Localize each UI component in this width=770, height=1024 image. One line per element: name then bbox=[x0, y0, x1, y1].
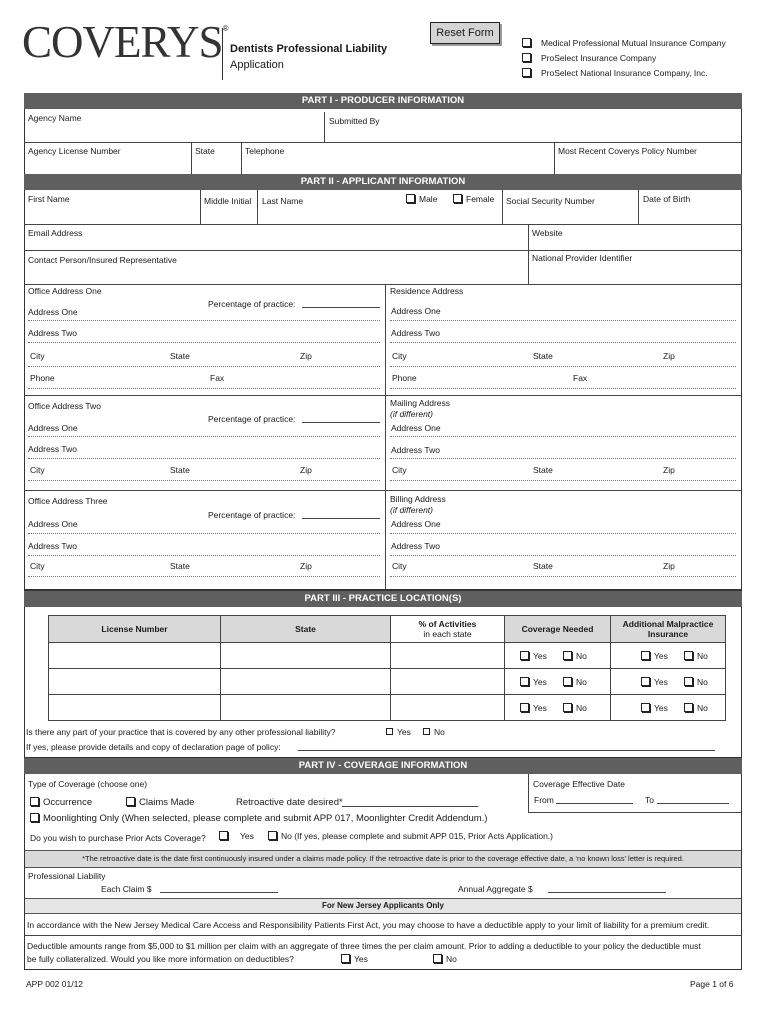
col-activities: % of Activities in each state bbox=[390, 615, 505, 643]
other-liability-question: Is there any part of your practice that is covered by any other professional liability? bbox=[26, 727, 336, 737]
residence-label: Residence Address bbox=[390, 286, 464, 296]
website-label: Website bbox=[532, 228, 563, 238]
part1-header: PART I - PRODUCER INFORMATION bbox=[24, 93, 742, 109]
office3-label: Office Address Three bbox=[28, 496, 108, 506]
logo-text: COVERYS bbox=[22, 17, 223, 67]
prior-acts-yes[interactable]: Yes bbox=[219, 831, 254, 841]
table-row[interactable] bbox=[48, 642, 221, 669]
details-label: If yes, please provide details and copy of declaration page of policy: bbox=[26, 742, 281, 752]
checkbox[interactable] bbox=[406, 194, 415, 203]
retro-date-label: Retroactive date desired* bbox=[236, 797, 343, 808]
contact-label: Contact Person/Insured Representative bbox=[28, 255, 177, 265]
middle-initial-label: Middle Initial bbox=[204, 196, 252, 206]
office1-label: Office Address One bbox=[28, 286, 102, 296]
company-option-proselect[interactable]: ProSelect Insurance Company bbox=[522, 53, 656, 63]
first-name-label: First Name bbox=[28, 194, 70, 204]
agency-name-label: Agency Name bbox=[28, 113, 82, 123]
female-option[interactable]: Female bbox=[453, 194, 494, 204]
moonlighting-option[interactable]: Moonlighting Only (When selected, please complete and submit APP 017, Moonlighter Credit Addendum.) bbox=[30, 813, 487, 824]
details-input[interactable] bbox=[298, 750, 715, 751]
additional-yes-row3[interactable]: Yes bbox=[641, 703, 668, 713]
policy-number-label: Most Recent Coverys Policy Number bbox=[558, 146, 697, 156]
company-option-proselect-national[interactable]: ProSelect National Insurance Company, Inc. bbox=[522, 68, 708, 78]
additional-no-row1[interactable]: No bbox=[684, 651, 708, 661]
coverage-yes-row3[interactable]: Yes bbox=[520, 703, 547, 713]
deductible-info-no[interactable]: No bbox=[433, 954, 457, 964]
deductible-info-yes[interactable]: Yes bbox=[341, 954, 368, 964]
coverage-no-row1[interactable]: No bbox=[563, 651, 587, 661]
checkbox[interactable] bbox=[522, 38, 531, 47]
male-option[interactable]: Male bbox=[406, 194, 437, 204]
other-liability-no[interactable]: No bbox=[423, 727, 445, 737]
last-name-label: Last Name bbox=[262, 196, 304, 206]
checkbox[interactable] bbox=[453, 194, 462, 203]
col-coverage-needed: Coverage Needed bbox=[504, 615, 611, 643]
reset-form-button[interactable]: Reset Form bbox=[430, 22, 500, 44]
coverage-yes-row1[interactable]: Yes bbox=[520, 651, 547, 661]
prior-acts-no[interactable]: No (If yes, please complete and submit APP 015, Prior Acts Application.) bbox=[268, 831, 553, 841]
part3-header: PART III - PRACTICE LOCATION(S) bbox=[24, 591, 742, 607]
state-label: State bbox=[195, 146, 215, 156]
ssn-label: Social Security Number bbox=[506, 196, 595, 206]
company-option-mpmic[interactable]: Medical Professional Mutual Insurance Company bbox=[522, 38, 726, 48]
mailing-label: Mailing Address bbox=[390, 398, 451, 408]
dob-label: Date of Birth bbox=[643, 194, 691, 204]
table-row[interactable] bbox=[48, 668, 221, 695]
occurrence-option[interactable]: Occurrence bbox=[30, 797, 92, 808]
npi-label: National Provider Identifier bbox=[532, 253, 633, 263]
submitted-by-label: Submitted By bbox=[329, 116, 380, 126]
form-subtitle: Application bbox=[230, 59, 284, 71]
telephone-label: Telephone bbox=[245, 146, 285, 156]
table-row[interactable] bbox=[48, 694, 221, 721]
form-id: APP 002 01/12 bbox=[26, 979, 84, 989]
coverage-yes-row2[interactable]: Yes bbox=[520, 677, 547, 687]
to-date-input[interactable] bbox=[657, 803, 729, 804]
additional-yes-row1[interactable]: Yes bbox=[641, 651, 668, 661]
coverage-type-label: Type of Coverage (choose one) bbox=[28, 779, 148, 789]
annual-aggregate-input[interactable] bbox=[548, 892, 666, 893]
additional-no-row2[interactable]: No bbox=[684, 677, 708, 687]
retro-date-input[interactable] bbox=[342, 806, 478, 807]
col-additional-insurance: Additional Malpractice Insurance bbox=[610, 615, 726, 643]
office2-label: Office Address Two bbox=[28, 401, 101, 411]
part4-header: PART IV - COVERAGE INFORMATION bbox=[24, 758, 742, 774]
other-liability-yes[interactable]: Yes bbox=[386, 727, 411, 737]
retro-note: *The retroactive date is the date first continuously insured under a claims made policy. If the retroactive date is prior to the coverage effective date, a ‘no known loss’ letter is required. bbox=[25, 850, 741, 868]
form-title: Dentists Professional Liability bbox=[230, 43, 388, 55]
prior-acts-question: Do you wish to purchase Prior Acts Coverage? bbox=[30, 833, 206, 843]
nj-text: In accordance with the New Jersey Medical Care Access and Responsibility Patients First Act, you may choose to have a deductible apply to your limit of liability for a premium credit. bbox=[27, 920, 710, 930]
email-label: Email Address bbox=[28, 228, 83, 238]
additional-no-row3[interactable]: No bbox=[684, 703, 708, 713]
additional-yes-row2[interactable]: Yes bbox=[641, 677, 668, 687]
prof-liability-label: Professional Liability bbox=[28, 871, 106, 881]
from-date-input[interactable] bbox=[556, 803, 633, 804]
claims-made-option[interactable]: Claims Made bbox=[126, 797, 194, 808]
checkbox[interactable] bbox=[522, 53, 531, 62]
checkbox[interactable] bbox=[522, 68, 531, 77]
effective-date-label: Coverage Effective Date bbox=[533, 779, 625, 789]
col-state: State bbox=[220, 615, 391, 643]
coverage-no-row3[interactable]: No bbox=[563, 703, 587, 713]
col-license-number: License Number bbox=[48, 615, 221, 643]
each-claim-input[interactable] bbox=[160, 892, 278, 893]
license-number-label: Agency License Number bbox=[28, 146, 121, 156]
coverys-logo: COVERYS® bbox=[22, 17, 229, 67]
part2-header: PART II - APPLICANT INFORMATION bbox=[24, 174, 742, 190]
nj-header: For New Jersey Applicants Only bbox=[25, 898, 741, 914]
billing-label: Billing Address bbox=[390, 494, 446, 504]
page-number: Page 1 of 6 bbox=[690, 979, 734, 989]
coverage-no-row2[interactable]: No bbox=[563, 677, 587, 687]
